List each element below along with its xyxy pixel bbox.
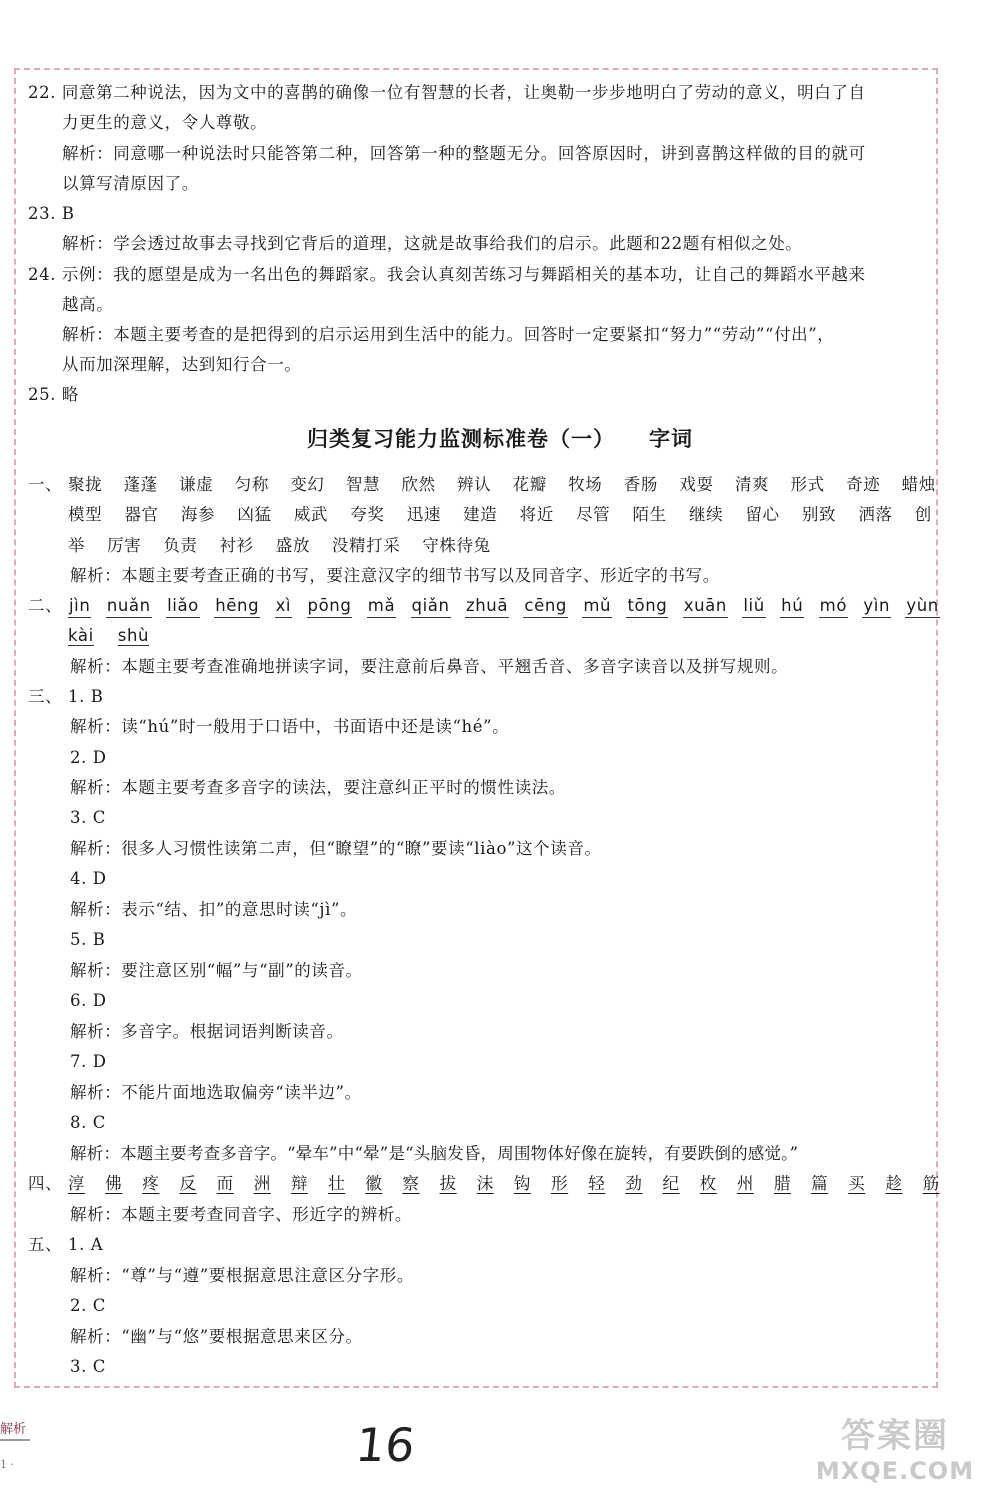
char: 篇 bbox=[811, 1174, 829, 1193]
analysis-line: 解析：本题主要考查多音字。“晕车”中“晕”是“头脑发昏，周围物体好像在旋转，有要跌倒的感觉。” bbox=[70, 1144, 799, 1163]
word: 聚拢 bbox=[68, 475, 103, 494]
word: 形式 bbox=[790, 475, 825, 494]
question-number: 3. C bbox=[70, 808, 107, 827]
question-number: 2. C bbox=[70, 1296, 107, 1315]
char: 疼 bbox=[142, 1174, 160, 1193]
char: 形 bbox=[551, 1174, 569, 1193]
analysis-line: 解析：多音字。根据词语判断读音。 bbox=[70, 1022, 344, 1041]
title-sub: 字词 bbox=[649, 427, 693, 451]
word: 继续 bbox=[688, 505, 724, 524]
word: 建造 bbox=[463, 505, 498, 524]
word: 负责 bbox=[163, 536, 198, 555]
word: 守株待兔 bbox=[422, 536, 491, 555]
word: 留心 bbox=[745, 505, 780, 524]
text-line: 25. 略 bbox=[28, 385, 79, 404]
char: 钩 bbox=[513, 1174, 531, 1193]
text-line: 越高。 bbox=[62, 295, 114, 314]
sec4-note: 解析：本题主要考查同音字、形近字的辨析。 bbox=[70, 1205, 412, 1224]
pinyin: kài bbox=[68, 626, 94, 645]
watermark-logo bbox=[800, 1408, 990, 1498]
char: 轻 bbox=[588, 1174, 606, 1193]
word: 洒落 bbox=[858, 505, 893, 524]
question-number: 6. D bbox=[70, 991, 107, 1010]
char: 淳 bbox=[68, 1174, 86, 1193]
watermark-text: 答案圈 bbox=[841, 1416, 949, 1456]
word: 海参 bbox=[180, 505, 216, 524]
pinyin: mǎ bbox=[367, 595, 396, 618]
word: 盛放 bbox=[275, 536, 310, 555]
text-line: 24. 示例：我的愿望是成为一名出色的舞蹈家。我会认真刻苦练习与舞蹈相关的基本功，让自己的舞蹈水平越来 bbox=[28, 265, 866, 284]
question-number: 2. D bbox=[70, 748, 107, 767]
word: 欣然 bbox=[401, 475, 436, 494]
title-main: 归类复习能力监测标准卷（一） bbox=[307, 427, 615, 451]
word: 花瓣 bbox=[512, 475, 547, 494]
pinyin: yìn bbox=[862, 595, 891, 618]
char: 劲 bbox=[625, 1174, 643, 1193]
word: 没精打采 bbox=[331, 536, 401, 555]
text-line: 以算写清原因了。 bbox=[62, 174, 199, 193]
word: 智慧 bbox=[345, 475, 381, 494]
corner-label: 解析 bbox=[0, 1418, 30, 1441]
analysis-line: 解析：“尊”与“遵”要根据意思注意区分字形。 bbox=[70, 1266, 414, 1285]
sec3-q1 bbox=[28, 682, 940, 712]
word: 变幻 bbox=[290, 475, 325, 494]
question-number: 1. A bbox=[68, 1235, 104, 1254]
pinyin: zhuā bbox=[465, 595, 509, 618]
word: 创 bbox=[914, 505, 932, 524]
text-line: 23. B bbox=[28, 204, 75, 223]
char: 拔 bbox=[439, 1174, 457, 1193]
char: 佛 bbox=[105, 1174, 123, 1193]
question-number: 8. C bbox=[70, 1113, 107, 1132]
char: 买 bbox=[848, 1174, 866, 1193]
corner-sub: 1 · bbox=[0, 1458, 14, 1471]
sec1-note: 解析：本题主要考查正确的书写，要注意汉字的细节书写以及同音字、形近字的书写。 bbox=[70, 566, 720, 585]
page-number: 16 bbox=[353, 1418, 418, 1472]
pinyin: qiǎn bbox=[411, 595, 451, 618]
char: 筋 bbox=[922, 1174, 940, 1193]
char: 趁 bbox=[885, 1174, 903, 1193]
word: 迅速 bbox=[406, 505, 441, 524]
word: 清爽 bbox=[734, 475, 770, 494]
word: 陌生 bbox=[632, 505, 667, 524]
pinyin: xuān bbox=[683, 595, 728, 618]
char: 而 bbox=[216, 1174, 234, 1193]
analysis-line: 解析：“幽”与“悠”要根据意思来区分。 bbox=[70, 1327, 363, 1346]
sec1-label: 一、 bbox=[28, 475, 63, 494]
sec1-row2 bbox=[68, 500, 932, 530]
word: 谦虚 bbox=[179, 475, 214, 494]
char: 反 bbox=[179, 1174, 197, 1193]
word: 辨认 bbox=[457, 475, 492, 494]
text-line: 解析：学会透过故事去寻找到它背后的道理，这就是故事给我们的启示。此题和22题有相似之处。 bbox=[62, 234, 803, 253]
sec2-row1 bbox=[28, 591, 940, 621]
pinyin: liǔ bbox=[742, 595, 765, 618]
text-line: 22. 同意第二种说法，因为文中的喜鹊的确像一位有智慧的长者，让奥勒一步步地明白了劳动的意义，明白了自 bbox=[28, 83, 866, 102]
analysis-line: 解析：读“hú”时一般用于口语中，书面语中还是读“hé”。 bbox=[70, 717, 510, 736]
text-line: 解析：同意哪一种说法时只能答第二种，回答第一种的整题无分。回答原因时，讲到喜鹊这样做的目的就可 bbox=[62, 144, 866, 163]
text-line: 从而加深理解，达到知行合一。 bbox=[62, 355, 302, 374]
word: 将近 bbox=[519, 505, 554, 524]
question-number: 3. C bbox=[70, 1357, 107, 1376]
word: 蓬蓬 bbox=[123, 475, 158, 494]
word: 奇迹 bbox=[846, 475, 881, 494]
word: 戏耍 bbox=[679, 475, 714, 494]
word: 别致 bbox=[801, 505, 837, 524]
char: 州 bbox=[736, 1174, 754, 1193]
sec5-q1 bbox=[28, 1230, 940, 1260]
word: 夸奖 bbox=[350, 505, 385, 524]
pinyin: tōng bbox=[626, 595, 668, 618]
word: 牧场 bbox=[568, 475, 603, 494]
question-number: 7. D bbox=[70, 1052, 107, 1071]
section-title bbox=[0, 424, 1000, 454]
analysis-line: 解析：本题主要考查多音字的读法，要注意纠正平时的惯性读法。 bbox=[70, 778, 566, 797]
word: 匀称 bbox=[234, 475, 269, 494]
sec2-label: 二、 bbox=[28, 596, 63, 615]
word: 尽管 bbox=[576, 505, 611, 524]
word: 凶猛 bbox=[237, 505, 272, 524]
sec1-row3 bbox=[68, 531, 980, 561]
analysis-line: 解析：很多人习惯性读第二声，但“瞭望”的“瞭”要读“liào”这个读音。 bbox=[70, 839, 602, 858]
pinyin: yùn bbox=[905, 595, 939, 618]
sec1-row1 bbox=[28, 470, 940, 500]
sec2-row2 bbox=[68, 621, 980, 651]
word: 衬衫 bbox=[219, 536, 254, 555]
text-line: 解析：本题主要考查的是把得到的启示运用到生活中的能力。回答时一定要紧扣“努力”“劳动”“付出”， bbox=[62, 325, 835, 344]
char: 纪 bbox=[662, 1174, 680, 1193]
sec4-row bbox=[28, 1169, 940, 1199]
analysis-line: 解析：表示“结、扣”的意思时读“jì”。 bbox=[70, 900, 358, 919]
char: 察 bbox=[402, 1174, 420, 1193]
char: 徽 bbox=[365, 1174, 383, 1193]
char: 辩 bbox=[290, 1174, 309, 1193]
question-number: 4. D bbox=[70, 869, 107, 888]
word: 举 bbox=[68, 536, 86, 555]
char: 枚 bbox=[699, 1174, 717, 1193]
pinyin: xì bbox=[275, 595, 293, 618]
pinyin: shù bbox=[117, 626, 150, 645]
sec5-label: 五、 bbox=[28, 1235, 63, 1254]
char: 洲 bbox=[253, 1174, 271, 1193]
pinyin: mǔ bbox=[582, 595, 612, 618]
pinyin: hēng bbox=[214, 595, 260, 618]
pinyin: hú bbox=[780, 595, 804, 618]
word: 器官 bbox=[124, 505, 159, 524]
word: 模型 bbox=[68, 505, 103, 524]
sec2-note: 解析：本题主要考查准确地拼读字词，要注意前后鼻音、平翘舌音、多音字读音以及拼写规则。 bbox=[70, 657, 789, 676]
char: 腊 bbox=[773, 1174, 792, 1193]
question-number: 1. B bbox=[68, 687, 104, 706]
char: 壮 bbox=[328, 1174, 346, 1193]
pinyin: mó bbox=[819, 595, 848, 618]
sec4-label: 四、 bbox=[28, 1174, 63, 1193]
watermark-url: MXQE.COM bbox=[815, 1457, 975, 1485]
pinyin: cēng bbox=[523, 595, 568, 618]
analysis-line: 解析：要注意区别“幅”与“副”的读音。 bbox=[70, 961, 363, 980]
analysis-line: 解析：不能片面地选取偏旁“读半边”。 bbox=[70, 1083, 362, 1102]
word: 蜡烛 bbox=[901, 475, 936, 494]
word: 威武 bbox=[293, 505, 329, 524]
pinyin: liǎo bbox=[166, 595, 200, 618]
pinyin: pōng bbox=[307, 595, 353, 618]
char: 沫 bbox=[476, 1174, 494, 1193]
pinyin: jìn bbox=[68, 595, 91, 618]
sec3-label: 三、 bbox=[28, 687, 63, 706]
text-line: 力更生的意义，令人尊敬。 bbox=[62, 113, 268, 132]
word: 厉害 bbox=[107, 536, 142, 555]
pinyin: nuǎn bbox=[106, 595, 152, 618]
word: 香肠 bbox=[623, 475, 658, 494]
question-number: 5. B bbox=[70, 930, 106, 949]
